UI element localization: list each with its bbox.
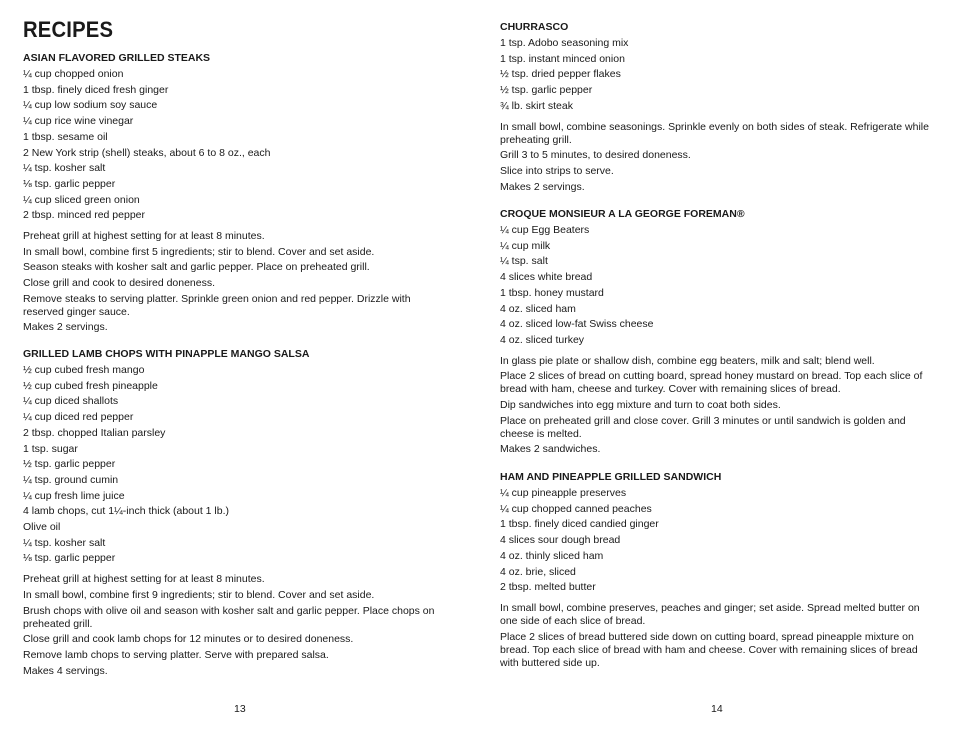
instruction-step: In glass pie plate or shallow dish, combine egg beaters, milk and salt; blend well. — [500, 354, 875, 367]
instruction-list — [500, 355, 935, 457]
ingredient-item: ¼ cup Egg Beaters — [500, 224, 590, 236]
ingredient-item: ¼ tsp. salt — [500, 255, 548, 268]
page-heading: RECIPES — [23, 17, 114, 42]
instruction-step: In small bowl, combine preserves, peaches and ginger; set aside. Spread melted butter on one side of each slice of bread. — [500, 601, 920, 627]
ingredient-item: ½ tsp. dried pepper flakes — [500, 68, 621, 81]
instruction-step: Dip sandwiches into egg mixture and turn to coat both sides. — [500, 399, 781, 411]
ingredient-item: 4 lamb chops, cut 1¼-inch thick (about 1 lb.) — [23, 505, 230, 518]
recipe-title: CROQUE MONSIEUR A LA GEORGE FOREMAN® — [500, 208, 745, 220]
instruction-step: Place 2 slices of bread on cutting board, spread honey mustard on bread. Top each slice of bread with ham, cheese and turkey. Cover with remaining slices of bread. — [500, 370, 923, 396]
ingredient-item: ½ tsp. garlic pepper — [500, 84, 593, 97]
ingredient-list — [23, 363, 453, 567]
ingredient-item: 1 tbsp. honey mustard — [500, 286, 604, 299]
ingredient-item: 2 tbsp. chopped Italian parsley — [23, 426, 166, 439]
ingredient-item: 4 oz. sliced turkey — [500, 333, 585, 346]
ingredient-item: ¼ tsp. ground cumin — [23, 473, 119, 486]
ingredient-item: ½ cup cubed fresh mango — [23, 364, 145, 376]
instruction-step: Remove lamb chops to serving platter. Serve with prepared salsa. — [23, 648, 329, 661]
instruction-step: Place 2 slices of bread buttered side down on cutting board, spread pineapple mixture on bread. Top each slice of bread with ham and cheese. Cover with remaining slices of bread with buttered side up. — [500, 630, 918, 669]
ingredient-item: 2 tbsp. melted butter — [500, 581, 596, 594]
ingredient-item: 1 tbsp. finely diced candied ginger — [500, 518, 659, 531]
ingredient-item: 2 tbsp. minced red pepper — [23, 209, 145, 222]
ingredient-item: ¼ tsp. kosher salt — [23, 162, 106, 175]
ingredient-item: ¼ tsp. kosher salt — [23, 536, 106, 549]
ingredient-item: ¼ cup low sodium soy sauce — [23, 99, 158, 112]
ingredient-item: ⅛ tsp. garlic pepper — [23, 552, 116, 565]
ingredient-item: 4 oz. sliced ham — [500, 302, 576, 315]
ingredient-item: 4 slices sour dough bread — [500, 534, 621, 547]
ingredient-item: 4 oz. brie, sliced — [500, 565, 576, 578]
ingredient-item: ½ cup cubed fresh pineapple — [23, 379, 158, 392]
ingredient-item: 2 New York strip (shell) steaks, about 6 to 8 oz., each — [23, 146, 271, 159]
instruction-step: Makes 4 servings. — [23, 664, 108, 677]
recipe-croque-monsieur — [500, 207, 935, 459]
ingredient-item: ¼ cup chopped canned peaches — [500, 502, 652, 515]
ingredient-item: Olive oil — [23, 521, 61, 534]
recipe-ham-pineapple-sandwich — [500, 470, 935, 672]
instruction-list — [23, 230, 453, 334]
instruction-list — [23, 573, 453, 677]
instruction-step: Grill 3 to 5 minutes, to desired doneness. — [500, 149, 691, 162]
instruction-list — [500, 602, 935, 670]
ingredient-item: 1 tsp. sugar — [23, 442, 78, 455]
recipe-title: ASIAN FLAVORED GRILLED STEAKS — [23, 52, 211, 64]
ingredient-item: 4 oz. thinly sliced ham — [500, 549, 604, 562]
instruction-step: Remove steaks to serving platter. Sprinkle green onion and red pepper. Drizzle with reserved ginger sauce. — [23, 292, 411, 318]
ingredient-item: ¼ cup sliced green onion — [23, 193, 140, 206]
recipe-grilled-lamb-chops — [23, 347, 453, 680]
ingredient-item: 4 oz. sliced low-fat Swiss cheese — [500, 318, 654, 331]
instruction-step: In small bowl, combine first 5 ingredients; stir to blend. Cover and set aside. — [23, 245, 375, 258]
instruction-step: Makes 2 servings. — [23, 321, 108, 334]
ingredient-item: ¼ cup diced shallots — [23, 395, 119, 408]
ingredient-item: ¾ lb. skirt steak — [500, 99, 573, 112]
page-number-left: 13 — [234, 703, 246, 715]
ingredient-item: ¼ cup diced red pepper — [23, 411, 134, 424]
ingredient-item: ¼ cup fresh lime juice — [23, 489, 125, 502]
ingredient-item: ⅛ tsp. garlic pepper — [23, 177, 116, 190]
instruction-step: In small bowl, combine seasonings. Sprinkle evenly on both sides of steak. Refrigerate while preheating grill. — [500, 120, 929, 146]
recipe-churrasco — [500, 20, 935, 196]
ingredient-list — [500, 36, 935, 115]
ingredient-item: 1 tbsp. sesame oil — [23, 130, 108, 143]
ingredient-item: ¼ cup milk — [500, 239, 551, 252]
recipe-title: GRILLED LAMB CHOPS WITH PINAPPLE MANGO SALSA — [23, 348, 310, 360]
ingredient-list — [500, 486, 935, 596]
ingredient-item: 1 tsp. Adobo seasoning mix — [500, 37, 629, 49]
instruction-step: Makes 2 servings. — [500, 180, 585, 193]
instruction-list — [500, 121, 935, 194]
ingredient-item: ¼ cup pineapple preserves — [500, 487, 627, 499]
instruction-step: Close grill and cook to desired doneness. — [23, 277, 216, 290]
page-number-right: 14 — [711, 703, 723, 715]
ingredient-item: ½ tsp. garlic pepper — [23, 458, 116, 471]
instruction-step: Close grill and cook lamb chops for 12 minutes or to desired doneness. — [23, 633, 354, 646]
recipe-asian-flavored-grilled-steaks — [23, 51, 453, 337]
ingredient-item: 1 tbsp. finely diced fresh ginger — [23, 83, 169, 96]
ingredient-item: ¼ cup chopped onion — [23, 68, 124, 80]
recipe-title: CHURRASCO — [500, 21, 569, 33]
instruction-step: Season steaks with kosher salt and garlic pepper. Place on preheated grill. — [23, 261, 370, 274]
instruction-step: Preheat grill at highest setting for at least 8 minutes. — [23, 573, 265, 586]
ingredient-item: ¼ cup rice wine vinegar — [23, 115, 134, 128]
instruction-step: Brush chops with olive oil and season with kosher salt and garlic pepper. Place chops on preheated grill. — [23, 604, 435, 630]
instruction-step: Place on preheated grill and close cover. Grill 3 minutes or until sandwich is golden and cheese is melted. — [500, 414, 906, 440]
instruction-step: Makes 2 sandwiches. — [500, 443, 601, 456]
ingredient-item: 1 tsp. instant minced onion — [500, 52, 625, 65]
instruction-step: Slice into strips to serve. — [500, 164, 614, 177]
ingredient-list — [23, 67, 453, 224]
instruction-step: In small bowl, combine first 9 ingredients; stir to blend. Cover and set aside. — [23, 588, 375, 601]
ingredient-item: 4 slices white bread — [500, 271, 593, 284]
ingredient-list — [500, 223, 935, 349]
recipe-title: HAM AND PINEAPPLE GRILLED SANDWICH — [500, 471, 722, 483]
instruction-step: Preheat grill at highest setting for at least 8 minutes. — [23, 230, 265, 243]
